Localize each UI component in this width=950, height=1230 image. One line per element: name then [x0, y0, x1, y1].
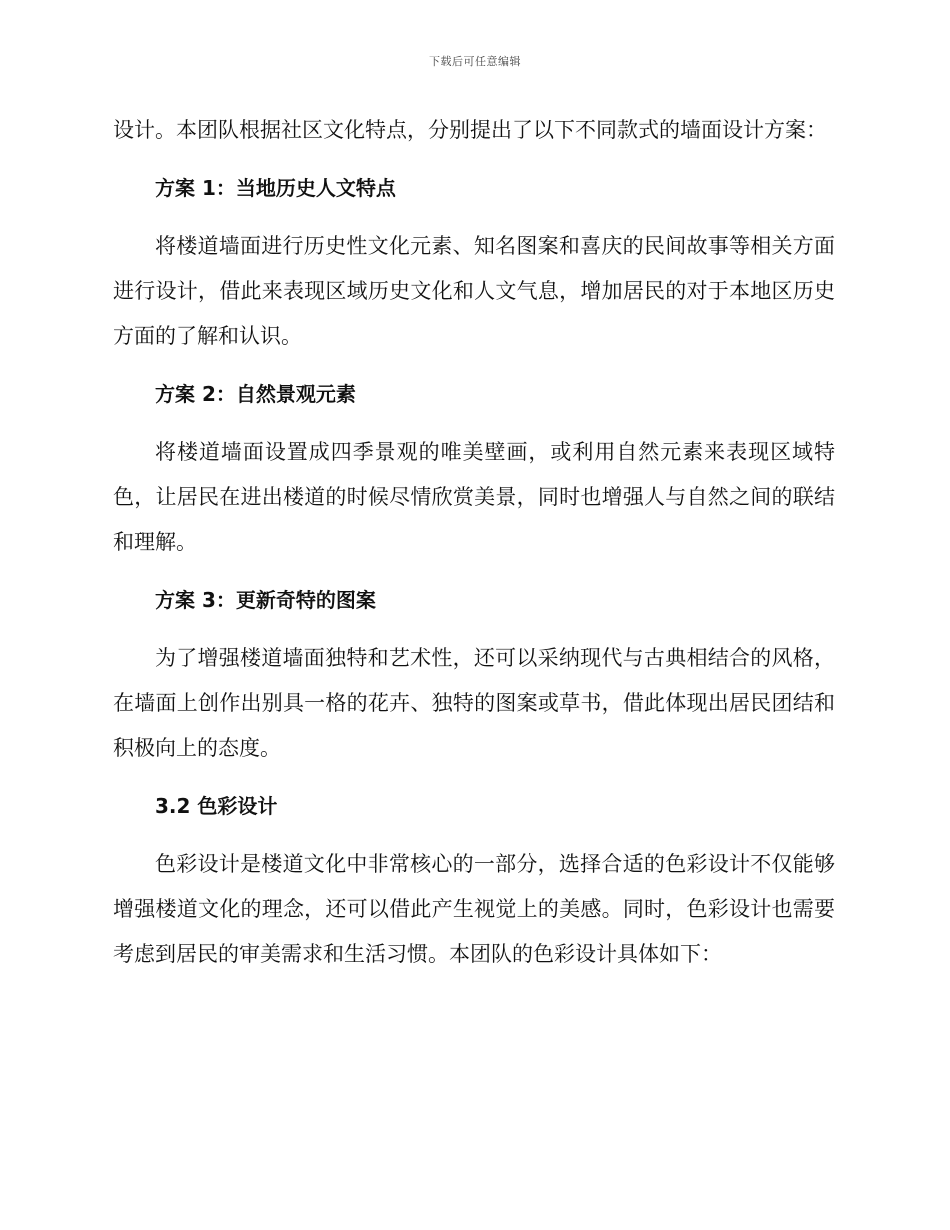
intro-paragraph: 设计。本团队根据社区文化特点，分别提出了以下不同款式的墙面设计方案： [113, 118, 827, 142]
section-3-2-heading: 3.2 色彩设计 [155, 794, 278, 818]
plan-1-paragraph: 将楼道墙面进行历史性文化元素、知名图案和喜庆的民间故事等相关方面进行设计，借此来表现区域历史文化和人文气息，增加居民的对于本地区历史方面的了解和认识。 [113, 234, 835, 348]
document-body [113, 108, 835, 990]
plan-3-paragraph: 为了增强楼道墙面独特和艺术性，还可以采纳现代与古典相结合的风格，在墙面上创作出别具一格的花卉、独特的图案或草书，借此体现出居民团结和积极向上的态度。 [113, 646, 835, 760]
section-3-2-paragraph: 色彩设计是楼道文化中非常核心的一部分，选择合适的色彩设计不仅能够增强楼道文化的理念，还可以借此产生视觉上的美感。同时，色彩设计也需要考虑到居民的审美需求和生活习惯。本团队的色彩设计具体如下： [113, 852, 835, 966]
plan-2-paragraph: 将楼道墙面设置成四季景观的唯美壁画，或利用自然元素来表现区域特色，让居民在进出楼道的时候尽情欣赏美景，同时也增强人与自然之间的联结和理解。 [113, 440, 835, 554]
plan-1-heading: 方案 1：当地历史人文特点 [155, 176, 396, 200]
plan-2-heading: 方案 2：自然景观元素 [155, 382, 356, 406]
plan-3-heading: 方案 3：更新奇特的图案 [155, 588, 376, 612]
page-header-note: 下载后可任意编辑 [429, 55, 521, 68]
